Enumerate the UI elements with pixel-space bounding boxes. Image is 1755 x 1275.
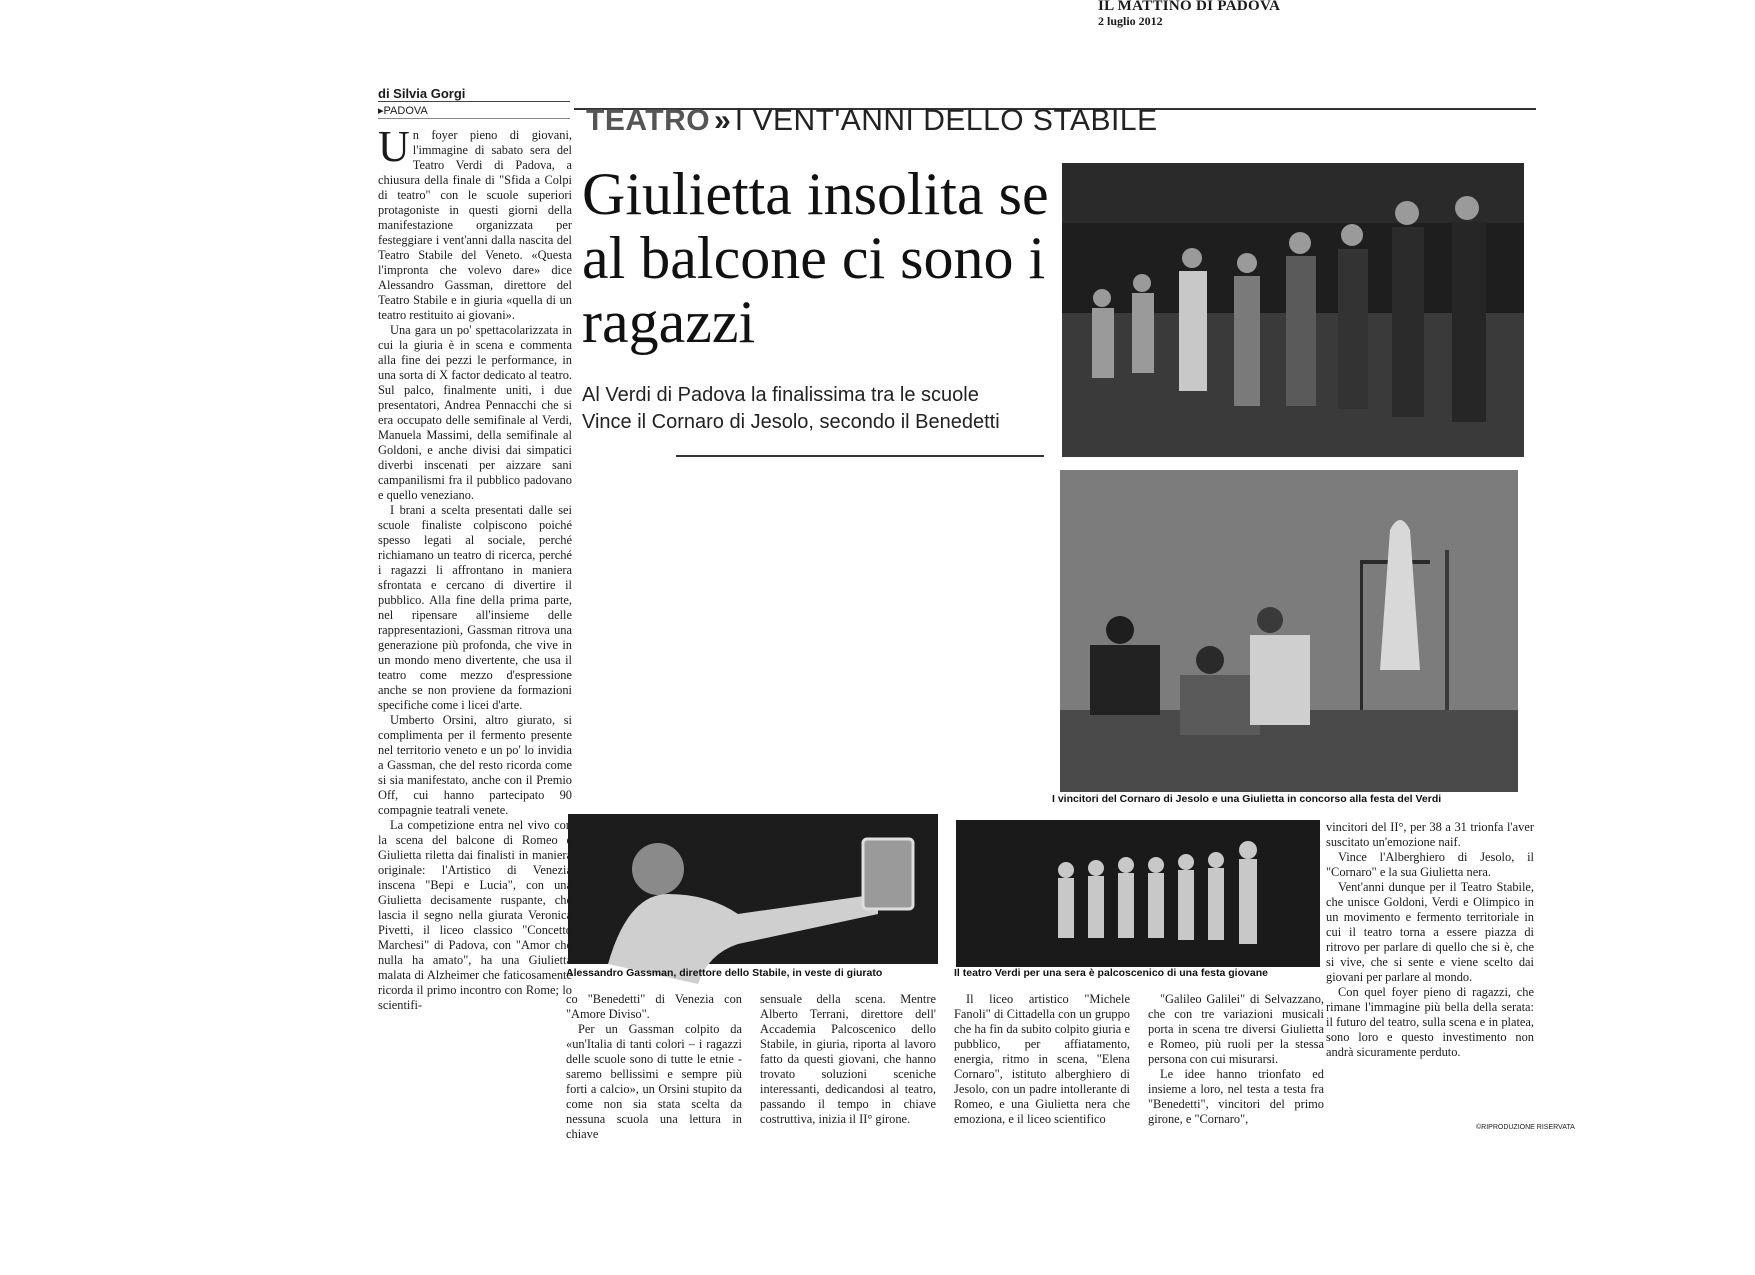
paragraph: Con quel foyer pieno di ragazzi, che rimane l'immagine più bella della serata: il futuro del teatro, sulla scena e in platea, sono loro e questo investimento non andrà sicuramente perduto. bbox=[1326, 985, 1534, 1059]
body-column-6 bbox=[1326, 820, 1534, 1125]
stage-photo-top bbox=[1062, 163, 1524, 457]
subhead-line-2: Vince il Cornaro di Jesolo, secondo il Benedetti bbox=[582, 411, 1000, 433]
section-topic: I VENT'ANNI DELLO STABILE bbox=[734, 104, 1158, 137]
article-headline: Giulietta insolita se al balcone ci sono i ragazzi bbox=[582, 161, 1049, 355]
section-arrow-icon: » bbox=[714, 104, 731, 137]
paragraph: La competizione entra nel vivo con la scena del balcone di Romeo e Giulietta riletta dai finalisti in maniera originale: l'Artistico di Venezia inscena "Bepi e Lucia", con una Giulietta decisamente ruspante, che lascia il segno nella giurata Veronica Pivetti, il liceo classico "Concetto Marchesi" di Padova, con "Amor che nulla ha amato", ha una Giulietta malata di Alzheimer che faticosamente ricorda il primo incontro con Rome; lo scientifi- bbox=[378, 818, 572, 1012]
paragraph: "Galileo Galilei" di Selvazzano, che con tre variazioni musicali porta in scena tre diversi Giulietta e Romeo, più ruoli per la stessa persona con cui misurarsi. bbox=[1148, 992, 1324, 1066]
gassman-photo bbox=[568, 814, 938, 964]
subhead-line-1: Al Verdi di Padova la finalissima tra le scuole bbox=[582, 384, 979, 406]
subhead-rule bbox=[676, 455, 1044, 457]
paragraph: co "Benedetti" di Venezia con "Amore Diviso". bbox=[566, 992, 742, 1021]
body-column-2 bbox=[566, 992, 742, 1141]
paragraph: Il liceo artistico "Michele Fanoli" di Cittadella con un gruppo che ha fin da subito colpito giuria e pubblico, per affiatamento, energia, ritmo in scena, "Elena Cornaro", istituto alberghiero di Jesolo, con un padre intollerante di Romeo, e una Giulietta nera che emoziona, e il liceo scientifico bbox=[954, 992, 1130, 1126]
paragraph: Una gara un po' spettacolarizzata in cui la giuria è in scena e commenta alla fine dei pezzi le performance, in una sorta di X factor dedicato al teatro. Sul palco, finalmente uniti, i due presentatori, Andrea Pennacchi che si era occupato delle semifinale al Verdi, Manuela Massimi, della semifinale al Goldoni, e anche divisi dai simpatici diverbi inscenati per aizzare sani campanilismi fra il pubblico padovano e quello veneziano. bbox=[378, 323, 572, 502]
paragraph: I brani a scelta presentati dalle sei scuole finaliste colpiscono poiché spesso legati al sociale, perché richiamano un teatro di ricerca, perché i ragazzi li affrontano in maniera sfrontata e cercano di divertire il pubblico. Alla fine della prima parte, nel ripensare all'insieme delle rappresentazioni, Gassman ritrova una generazione più profonda, che vive in un mondo meno divertente, che usa il teatro come mezzo d'espressione anche se non proviene da formazioni specifiche come i licei d'arte. bbox=[378, 503, 572, 712]
body-column-1 bbox=[378, 122, 572, 1124]
paragraph: vincitori del II°, per 38 a 31 trionfa l'aver suscitato un'emozione naif. bbox=[1326, 820, 1534, 849]
verdi-photo bbox=[956, 820, 1320, 967]
caption-verdi-photo: Il teatro Verdi per una sera è palcoscenico di una festa giovane bbox=[954, 967, 1268, 979]
stage-photo-balcony bbox=[1060, 470, 1518, 792]
paragraph: Umberto Orsini, altro giurato, si complimenta per il fermento presente nel territorio veneto e un po' lo invidia a Gassman, che del resto ricorda come si sia manifestato, anche con il Premio Off, cui hanno partecipato 90 compagnie teatrali venete. bbox=[378, 713, 572, 817]
caption-gassman-photo: Alessandro Gassman, direttore dello Stabile, in veste di giurato bbox=[566, 967, 883, 979]
section-kicker bbox=[586, 104, 1158, 138]
newspaper-name: IL MATTINO DI PADOVA bbox=[1098, 0, 1281, 14]
article-subhead bbox=[582, 382, 1052, 436]
section-name: TEATRO bbox=[586, 104, 711, 137]
body-column-3 bbox=[760, 992, 936, 1132]
byline-author: di Silvia Gorgi bbox=[378, 86, 466, 101]
body-column-5 bbox=[1148, 992, 1324, 1132]
paragraph: Vince l'Alberghiero di Jesolo, il "Cornaro" e la sua Giulietta nera. bbox=[1326, 850, 1534, 879]
publication-date: 2 luglio 2012 bbox=[1098, 14, 1163, 28]
copyright-credit: ©RIPRODUZIONE RISERVATA bbox=[1476, 1124, 1575, 1131]
paragraph: Le idee hanno trionfato ed insieme a loro, nel testa a testa fra "Benedetti", vincitori del primo girone, e "Cornaro", bbox=[1148, 1067, 1324, 1126]
paragraph: Un foyer pieno di giovani, l'immagine di sabato sera del Teatro Verdi di Padova, a chiusura della finale di "Sfida a Colpi di teatro" con le scuole superiori protagoniste in questi giorni della manifestazione organizzata per festeggiare i vent'anni dalla nascita del Teatro Stabile del Veneto. «Questa l'impronta che volevo dare» dice Alessandro Gassman, direttore del Teatro Stabile e in giuria «quella di un teatro restituito ai giovani». bbox=[378, 122, 572, 322]
paragraph: Vent'anni dunque per il Teatro Stabile, che unisce Goldoni, Verdi e Olimpico in un movimento e fermento territoriale in cui il teatro torna a essere piazza di ritrovo per parlare di quello che si è, che si vive, che si sente e viene scelto dai giovani per parlare al mondo. bbox=[1326, 880, 1534, 984]
byline-place: ▸ PADOVA bbox=[378, 104, 428, 117]
byline-rule-bottom bbox=[378, 118, 570, 119]
paragraph: Per un Gassman colpito da «un'Italia di tanti colori – i ragazzi delle scuole sono di tutte le etnie - saremo bellissimi e sempre più forti a calcio», un Orsini stupito da come non sia stata scelta da nessuna scuola una lettura in chiave bbox=[566, 1022, 742, 1141]
paragraph: sensuale della scena. Mentre Alberto Terrani, direttore dell' Accademia Palcoscenico dello Stabile, in giuria, riporta al lavoro fatto da questi giovani, che hanno trovato soluzioni sceniche interessanti, dedicandosi al teatro, passando il tempo in chiave costruttiva, inizia il II° girone. bbox=[760, 992, 936, 1126]
byline-rule bbox=[378, 101, 570, 102]
caption-stage-photo: I vincitori del Cornaro di Jesolo e una Giulietta in concorso alla festa del Verdi bbox=[1052, 793, 1442, 805]
body-column-4 bbox=[954, 992, 1130, 1132]
